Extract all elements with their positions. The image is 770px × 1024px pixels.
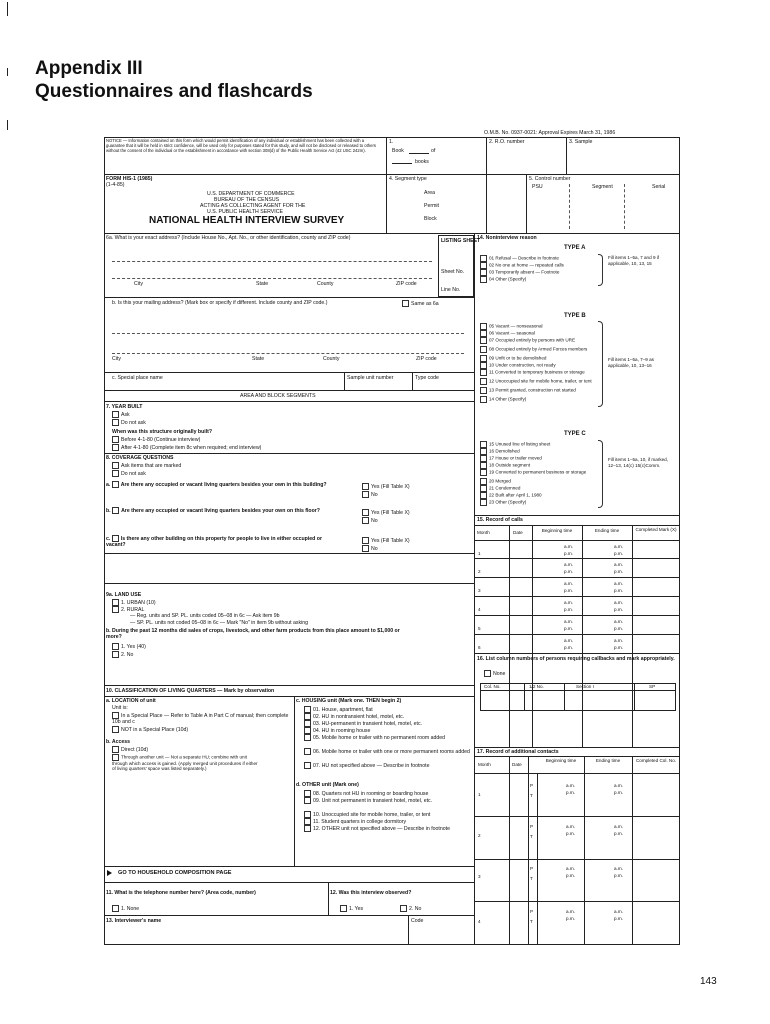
q17-col-month: Month [478,762,491,767]
q8b-text: b. Are there any occupied or vacant living quarters besides your own on this floor? [106,507,320,514]
ro-number-label: 2. R.O. number [489,139,525,145]
line-no-label: Line No. [441,287,461,293]
q15-col-completed: Completed Mark (X) [635,527,677,532]
type-b-header: TYPE B [564,313,586,319]
type-c-20[interactable]: 20 Merged [480,478,511,485]
q7-before-option[interactable]: Before 4-1-80 (Continue interview) [112,436,200,443]
q8-not-ask-option[interactable]: Do not ask [112,470,146,477]
same-as-6a-option[interactable]: Same as 6a [402,300,439,307]
type-c-18[interactable]: 18 Outside segment [480,462,530,469]
q8c-yes-option[interactable]: Yes (Fill Table X) [362,537,410,544]
q16-none-option[interactable]: None [484,670,505,677]
q16-col-half: 1/2 No. [529,684,544,689]
q12-yes-option[interactable]: 1. Yes [340,905,363,912]
city-label: City [134,281,143,287]
zip-label-b: ZIP code [416,356,437,362]
county-label: County [317,281,334,287]
q17-row-4: 4 [478,919,481,924]
margin-mark [7,68,8,76]
q6b-text: b. Is this your mailing address? (Mark box or specify if different. Include county and ZIP code.) [112,300,328,306]
type-c-22[interactable]: 22 Built after April 1, 1980 [480,492,542,499]
q10b-through-option[interactable]: Through another unit — Not a separate HU; combine with unit through which access is gained. (Apply merged unit procedures if either of living quarters' space was listed separately.) [112,754,258,772]
type-b-14[interactable]: 14 Other (Specify) [480,396,526,403]
type-b-07[interactable]: 07 Occupied entirely by persons with URE [480,337,575,344]
q10a-unit-is: Unit is: [112,705,128,711]
sheet-no-label: Sheet No. [441,269,465,275]
type-a-04[interactable]: 04 Other (Specify) [480,276,526,283]
state-label-b: State [252,356,265,362]
q8-title: 8. COVERAGE QUESTIONS [106,455,174,461]
q10b-title: b. Access [106,739,131,745]
q10a-title: a. LOCATION of unit [106,698,156,704]
zip-label: ZIP code [396,281,417,287]
q15-row-5: 5 [478,626,481,631]
type-code-label: Type code [415,375,439,381]
q10d-option-09[interactable]: 09. Unit not permanent in transient hotel, motel, etc. [304,797,472,804]
q10a-special-place-option[interactable]: In a Special Place — Refer to Table A in Part C of manual; then complete 10b and c [112,712,289,726]
survey-title: NATIONAL HEALTH INTERVIEW SURVEY [149,215,345,226]
q15-row-3: 3 [478,588,481,593]
q10c-option-04[interactable]: 04. HU in rooming house [304,727,370,734]
type-a-01[interactable]: 01 Refusal — Describe in footnote [480,255,559,262]
q10b-direct-option[interactable]: Direct (10d) [112,746,148,753]
q9-rural-note-1: — Reg. units and SP. PL. units coded 05–08 in 6c — Ask item 9b [130,613,280,619]
q16-col-sp: SP [649,684,656,689]
q10c-title: c. HOUSING unit (Mark one. THEN begin 2) [296,698,402,704]
q15-col-begin: Beginning time [541,528,573,533]
q12-no-option[interactable]: 2. No [400,905,421,912]
type-a-03[interactable]: 03 Temporarily absent — Footnote [480,269,559,276]
q8-asked-option[interactable]: Ask items that are marked [112,462,181,469]
segment-label: Segment [592,184,613,190]
q10c-option-01[interactable]: 01. House, apartment, flat [304,706,373,713]
psu-label: PSU [532,184,543,190]
type-b-11[interactable]: 11 Converted to temporary business or storage [480,369,585,376]
q7-question: When was this structure originally built? [112,429,213,435]
q16-title: 16. List column numbers of persons requiring callbacks and mark appropriately. [477,656,675,662]
q15-title: 15. Record of calls [477,517,523,523]
margin-mark [7,2,8,16]
book-label: Book [392,148,404,154]
q11-none-option[interactable]: 1. None [112,905,139,912]
q9-rural-option[interactable]: 2. RURAL [112,606,144,613]
type-c-16[interactable]: 16 Demolished [480,448,520,455]
q17-row-3: 3 [478,874,481,879]
nhis-questionnaire-form: O.M.B. No. 0937-0021: Approval Expires March 31, 1986 NOTICE — Information contained on this form which would permit identification of any individual or establishment has been collected with a guarantee that it will be held in strict confidence, will be used only for purposes stated for this study, and will not be disclosed or released to others without the consent of the individual or the establishment in accordance with section 308(d) of the Public Health Service Act (42 USC 242m). 1. Book of books 2. R.O. number 3. Sample FORM HIS-1 (1985) (1-4-85) U.S. DEPARTMENT OF COMMERCE BUREAU OF THE CENSUS ACTING AS COLLECTING AGENT FOR THE U.S. PUBLIC HEALTH SERVICE NATIONAL HEALTH INTERVIEW SURVEY 4. Segment type Area Permit Block 5. Control number PSU Segment Serial 6a. What is your exact address? (Include House No., Apt. No., or other identification, county and ZIP code) LISTING SHEET Sheet No. Line No. City State County ZIP code b. Is this your mailing address? (Mark box or specify if different. Include county and ZIP code.) Same as 6a City State County ZIP code c. Special place name Sample unit number Type code AREA AND BLOCK SEGMENTS 7. YEAR BUILT Ask Do not ask When was this structure originally built? Before 4-1-80 (Continue interview) After 4-1-80 (Complete item 8c when required; end interview) 8. COVERAGE QUESTIONS Ask items that are marked Do not ask a. Are there any occupied or vacant living quarters besides your own in this building? Yes (Fill Table X) No b. Are there any occupied or vacant living quarters besides your own on this floor? Yes (Fill Table X) No c. Is there any other building on this property for people to live in either occupied or vacant? Yes (Fill Table X) No 9a. LAND USE 1. URBAN (10) 2. RURAL — Reg. units and SP. PL. units coded 05–08 in 6c — Ask item 9b — SP. PL. units not coded 05–08 in 6c — Mark "No" in item 9b without asking b. During the past 12 months did sales of crops, livestock, and other farm products from this place amount to $1,000 or more? 1. Yes (40) 2. No 10. CLASSIFICATION OF LIVING QUARTERS — Mark by observation a. LOCATION of unit Unit is: In a Special Place — Refer to Table A in Part C of manual; then complete 10b and c NOT in a Special Place (10d) b. Access Direct (10d) Through another unit — Not a separate HU; combine with unit through which access is gained. (Apply merged unit procedures if either of living quarters' space was listed separately.) c. HOUSING unit (Mark one. THEN begin 2) 01. House, apartment, flat 02. HU in nontransient hotel, motel, etc. 03. HU-permanent in transient hotel, motel, etc. 04. HU in rooming house 05. Mobile home or trailer with no permanent room added 06. Mobile home or trailer with one or more permanent rooms added 07. HU not specified above — Describe in footnote d. OTHER unit (Mark one) 08. Quarters not HU in rooming or boarding house 09. Unit not permanent in transient hotel, motel, etc. 10. Unoccupied site for mobile home, trailer, or tent 11. Student quarters in college dormitory 12. OTHER unit not specified above — Describe in footnote GO TO HOUSEHOLD COMPOSITION PAGE 11. What is the telephone number here? (Area code, number) 1. None 12. Was this interview observed? 1. Yes 2. No 13. Interviewer's name Code 14. Noninterview reason TYPE A 01 Refusal — Describe in footnote 02 No one at home — repeated calls 03 Temporarily absent — Footnote 04 Other (Specify) Fill items 1–5a, 7 and 9 if applicable, 10, 13, 15 TYPE B 05 Vacant — nonseasonal 06 Vacant — seasonal 07 Occupied entirely by persons with URE 08 Occupied entirely by Armed Forces members 09 Unfit or to be demolished 10 Under construction, not ready 11 Converted to temporary business or storage 12 Unoccupied site for mobile home, trailer, or tent 13 Permit granted, construction not started 14 Other (Specify) Fill items 1–5a, 7–9 as applicable, 10, 13–16 TYPE C 15 Unused line of listing sheet 16 Demolished 17 House or trailer moved 18 Outside segment 19 Converted to permanent business or storage 20 Merged 21 Condemned 22 Built after April 1, 1980 23 Other (Specify) Fill items 1–5a, 10, if marked, 12–13, 14(c) 15(c)Comm. 15. Record of calls Month Date Beginning time Ending time Completed Mark (X) 1 a.m. p.m. a.m. p.m. 2 a.m. p.m. a.m. p.m. 3 a.m. p.m. a.m. p.m. 4 a.m. p.m. a.m. p.m. 5 a.m. p.m. a.m. p.m. 6 a.m. p.m. a.m. p.m. 16. List column numbers of persons requiring callbacks and mark appropriately. None Col. No. 1/2 No. Section I SP 17. Record of additional contacts Month Date Beginning time Ending time Completed Col. No. 1 P T a.m. p.m. a.m. p.m. 2 P T a.m. p.m. a.m. p.m. 3 P T a.m. p.m. a.m. p.m. 4 P T a.m. p.m. a.m. p.m. [104,137,680,945]
q15-col-date: Date [513,530,523,535]
type-b-05[interactable]: 05 Vacant — nonseasonal [480,323,543,330]
type-c-19[interactable]: 19 Converted to permanent business or storage [480,469,586,476]
type-b-12[interactable]: 12 Unoccupied site for mobile home, trailer, or tent [480,378,592,385]
city-label-b: City [112,356,121,362]
type-a-02[interactable]: 02 No one at home — repeated calls [480,262,564,269]
q10a-not-special-place-option[interactable]: NOT in a Special Place (10d) [112,726,188,733]
q8a-no-option[interactable]: No [362,491,378,498]
q17-col-begin: Beginning time [545,758,577,763]
q8a-yes-option[interactable]: Yes (Fill Table X) [362,483,410,490]
form-id-date: (1-4-85) [106,182,125,188]
q13-text: 13. Interviewer's name [106,918,162,924]
q17-title: 17. Record of additional contacts [477,749,559,755]
q10d-option-10[interactable]: 10. Unoccupied site for mobile home, trailer, or tent [304,811,430,818]
type-b-note: Fill items 1–5a, 7–9 as applicable, 10, 13–16 [608,357,654,368]
q17-row-2: 2 [478,833,481,838]
q9b-yes-option[interactable]: 1. Yes (40) [112,643,146,650]
q10c-option-05[interactable]: 05. Mobile home or trailer with no permanent room added [304,734,472,741]
q9-rural-note-2: — SP. PL. units not coded 05–08 in 6c — Mark "No" in item 9b without asking [130,620,309,626]
q15-row-2: 2 [478,569,481,574]
type-b-09[interactable]: 09 Unfit or to be demolished [480,355,546,362]
dept-line-1: U.S. DEPARTMENT OF COMMERCE [207,191,295,197]
type-b-10[interactable]: 10 Under construction, not ready [480,362,556,369]
omb-number: O.M.B. No. 0937-0021: Approval Expires March 31, 1986 [484,130,616,136]
type-c-23[interactable]: 23 Other (Specify) [480,499,526,506]
q16-col-no: Col. No. [484,684,501,689]
q9-urban-option[interactable]: 1. URBAN (10) [112,599,156,606]
type-a-header: TYPE A [564,245,586,251]
q10c-option-06[interactable]: 06. Mobile home or trailer with one or more permanent rooms added [304,748,472,755]
privacy-notice: NOTICE — Information contained on this form which would permit identification of any individual or establishment has been collected with a guarantee that it will be held in strict confidence, will be used only for purposes stated for this study, and will not be disclosed or released to others without the consent of the individual or the establishment in accordance with section 308(d) of the Public Health Service Act (42 USC 242m). [106,138,376,153]
page-number: 143 [700,976,717,987]
q15-col-month: Month [477,530,490,535]
type-b-06[interactable]: 06 Vacant — seasonal [480,330,535,337]
q17-col-end: Ending time [595,758,621,763]
block-label: Block [424,216,437,222]
q16-col-section: Section I [576,684,594,689]
appendix-title: Appendix III [35,58,143,79]
q10-title: 10. CLASSIFICATION OF LIVING QUARTERS — Mark by observation [106,688,275,694]
q6a-text: 6a. What is your exact address? (Include House No., Apt. No., or other identification, county and ZIP code) [106,235,351,241]
appendix-subtitle: Questionnaires and flashcards [35,81,313,102]
segment-type-label: 4. Segment type [389,176,427,182]
q12-text: 12. Was this interview observed? [330,890,412,896]
q10d-title: d. OTHER unit (Mark one) [296,782,359,788]
type-c-17[interactable]: 17 House or trailer moved [480,455,542,462]
q7-do-not-ask-option[interactable]: Do not ask [112,419,146,426]
of-label: of [431,148,436,154]
goto-household-composition: GO TO HOUSEHOLD COMPOSITION PAGE [118,870,232,876]
q9b-no-option[interactable]: 2. No [112,651,133,658]
item-1-label: 1. [389,139,394,145]
q7-title: 7. YEAR BUILT [106,404,143,410]
code-label: Code [411,918,424,924]
q17-row-1: 1 [478,792,481,797]
type-a-note: Fill items 1–5a, 7 and 9 if applicable, 10, 13, 15 [608,255,660,266]
q10d-option-08[interactable]: 08. Quarters not HU in rooming or boarding house [304,790,428,797]
state-label: State [256,281,269,287]
listing-sheet-label: LISTING SHEET [441,238,481,244]
sample-unit-label: Sample unit number [347,375,394,381]
q10d-option-11[interactable]: 11. Student quarters in college dormitory [304,818,406,825]
area-label: Area [424,190,435,196]
county-label-b: County [323,356,340,362]
q9b-text: b. During the past 12 months did sales of crops, livestock, and other farm products from this place amount to $1,000 or more? [106,628,400,641]
dept-line-4: U.S. PUBLIC HEALTH SERVICE [207,209,283,215]
q7-after-option[interactable]: After 4-1-80 (Complete item 8c when required; end interview) [112,444,261,451]
area-block-segments-header: AREA AND BLOCK SEGMENTS [240,393,316,399]
arrow-icon [107,870,112,876]
q14-title: 14. Noninterview reason [477,235,537,241]
sample-label: 3. Sample [569,139,593,145]
control-number-label: 5. Control number [529,176,571,182]
type-c-note: Fill items 1–5a, 10, if marked, 12–13, 14(c) 15(c)Comm. [608,457,668,468]
serial-label: Serial [652,184,666,190]
dept-line-3: ACTING AS COLLECTING AGENT FOR THE [200,203,306,209]
q6c-text: c. Special place name [112,375,163,381]
q8c-text: c. Is there any other building on this property for people to live in either occupied or vacant? [106,535,322,549]
q8c-no-option[interactable]: No [362,545,378,552]
q8b-yes-option[interactable]: Yes (Fill Table X) [362,509,410,516]
q15-col-end: Ending time [594,528,620,533]
q9a-title: 9a. LAND USE [106,592,142,598]
q11-text: 11. What is the telephone number here? (Area code, number) [106,890,256,896]
type-c-15[interactable]: 15 Unused line of listing sheet [480,441,550,448]
q8a-text: a. Are there any occupied or vacant living quarters besides your own in this building? [106,481,327,488]
permit-label: Permit [424,203,439,209]
q8b-no-option[interactable]: No [362,517,378,524]
form-id: FORM HIS-1 (1985) [106,176,153,182]
q7-ask-option[interactable]: Ask [112,411,130,418]
books-label: books [415,159,429,165]
q10d-option-12[interactable]: 12. OTHER unit not specified above — Describe in footnote [304,825,472,832]
type-c-21[interactable]: 21 Condemned [480,485,520,492]
q10c-option-03[interactable]: 03. HU-permanent in transient hotel, motel, etc. [304,720,422,727]
q15-row-1: 1 [478,551,481,556]
q10c-option-02[interactable]: 02. HU in nontransient hotel, motel, etc. [304,713,404,720]
q17-col-completed: Completed Col. No. [635,758,677,763]
q10c-option-07[interactable]: 07. HU not specified above — Describe in footnote [304,762,472,769]
type-b-08[interactable]: 08 Occupied entirely by Armed Forces members [480,346,587,353]
q17-col-date: Date [512,762,522,767]
q15-row-4: 4 [478,607,481,612]
type-b-13[interactable]: 13 Permit granted, construction not started [480,387,576,394]
dept-line-2: BUREAU OF THE CENSUS [214,197,280,203]
margin-mark [7,120,8,130]
q15-row-6: 6 [478,645,481,650]
type-c-header: TYPE C [564,431,586,437]
